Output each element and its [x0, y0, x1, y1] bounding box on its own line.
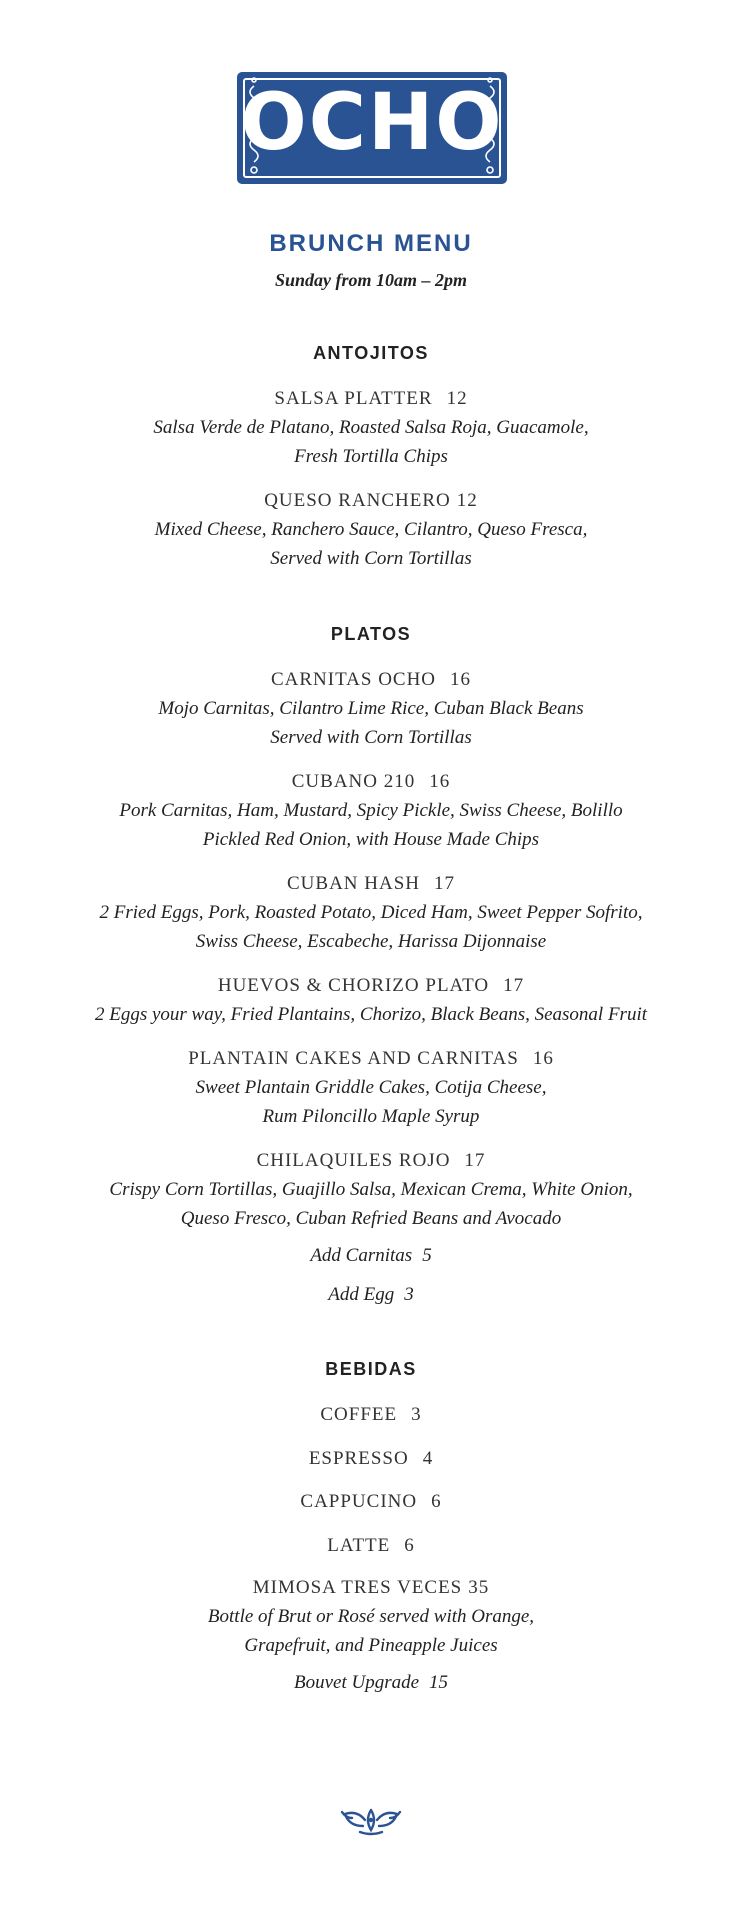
menu-item-name [0, 667, 742, 693]
menu-item-name [0, 769, 742, 795]
logo-text: OCHO [240, 78, 504, 168]
item-price: 6 [431, 1491, 442, 1512]
item-description: Pickled Red Onion, with House Made Chips [202, 829, 540, 850]
menu-item-name [0, 488, 742, 514]
item-name: COFFEE [320, 1404, 398, 1425]
menu-item-name [0, 1489, 742, 1515]
item-description: Fresh Tortilla Chips [294, 446, 448, 467]
item-description: Sweet Plantain Griddle Cakes, Cotija Cheese, [195, 1077, 547, 1098]
item-name: CAPPUCINO [300, 1491, 418, 1512]
item-price: 16 [450, 669, 472, 690]
menu-title: BRUNCH MENU [269, 230, 473, 257]
section-heading-bebidas: BEBIDAS [325, 1359, 417, 1379]
item-description: Mixed Cheese, Ranchero Sauce, Cilantro, Queso Fresca, [154, 519, 588, 540]
item-description: Bottle of Brut or Rosé served with Orange, [207, 1606, 535, 1627]
addon-price: 15 [429, 1672, 449, 1693]
item-description: Salsa Verde de Platano, Roasted Salsa Roja, Guacamole, [153, 417, 589, 438]
item-description: Crispy Corn Tortillas, Guajillo Salsa, Mexican Crema, White Onion, [109, 1179, 633, 1200]
item-description: Rum Piloncillo Maple Syrup [262, 1106, 480, 1127]
item-name: MIMOSA TRES VECES [252, 1577, 463, 1598]
item-price: 16 [532, 1048, 554, 1069]
item-description: Served with Corn Tortillas [270, 548, 472, 569]
item-name: LATTE [327, 1535, 391, 1556]
item-price: 4 [422, 1448, 434, 1469]
item-price: 17 [434, 873, 455, 894]
item-description: Served with Corn Tortillas [270, 727, 472, 748]
item-name: HUEVOS & CHORIZO PLATO [217, 975, 490, 996]
item-name: PLANTAIN CAKES AND CARNITAS [188, 1048, 519, 1069]
item-description: Queso Fresco, Cuban Refried Beans and Avocado [180, 1208, 562, 1229]
addon-price: 3 [404, 1284, 414, 1305]
item-description: 2 Fried Eggs, Pork, Roasted Potato, Diced Ham, Sweet Pepper Sofrito, [99, 902, 643, 923]
menu-hours: Sunday from 10am – 2pm [274, 270, 468, 290]
ocho-logo [237, 72, 507, 184]
item-price: 12 [456, 490, 478, 511]
addon-item [0, 1670, 742, 1696]
menu-item-name [0, 973, 742, 999]
menu-item-name [0, 1148, 742, 1174]
item-name: ESPRESSO [308, 1448, 409, 1469]
section-heading-antojitos: ANTOJITOS [313, 343, 429, 363]
item-name: CHILAQUILES ROJO [256, 1150, 451, 1171]
item-price: 17 [503, 975, 525, 996]
item-price: 3 [411, 1404, 422, 1425]
addon-item [0, 1243, 742, 1269]
addon-item [0, 1282, 742, 1308]
menu-item-name [0, 871, 742, 897]
item-description: Mojo Carnitas, Cilantro Lime Rice, Cuban Black Beans [158, 698, 584, 719]
menu-item-name [0, 1446, 742, 1472]
item-description: Grapefruit, and Pineapple Juices [244, 1635, 498, 1656]
addon-name: Add Carnitas [310, 1245, 413, 1266]
menu-item-name [0, 1402, 742, 1428]
menu-item-name [0, 1575, 742, 1601]
item-price: 16 [429, 771, 451, 792]
item-name: CUBANO 210 [291, 771, 416, 792]
menu-item-name [0, 1533, 742, 1559]
section-heading-platos: PLATOS [330, 624, 412, 644]
item-name: QUESO RANCHERO [264, 490, 451, 511]
item-name: CUBAN HASH [287, 873, 420, 894]
addon-price: 5 [422, 1245, 432, 1266]
addon-name: Bouvet Upgrade [293, 1672, 420, 1693]
floral-ornament-icon [338, 1806, 404, 1836]
item-name: SALSA PLATTER [274, 388, 433, 409]
item-price: 12 [446, 388, 468, 409]
item-description: Swiss Cheese, Escabeche, Harissa Dijonnaise [195, 931, 547, 952]
addon-name: Add Egg [328, 1284, 395, 1305]
item-name: CARNITAS OCHO [270, 669, 437, 690]
menu-item-name [0, 386, 742, 412]
item-description: 2 Eggs your way, Fried Plantains, Chorizo, Black Beans, Seasonal Fruit [94, 1004, 648, 1025]
item-price: 6 [404, 1535, 415, 1556]
menu-item-name [0, 1046, 742, 1072]
item-price: 17 [464, 1150, 486, 1171]
item-price: 35 [468, 1577, 490, 1598]
item-description: Pork Carnitas, Ham, Mustard, Spicy Pickle, Swiss Cheese, Bolillo [119, 800, 623, 821]
